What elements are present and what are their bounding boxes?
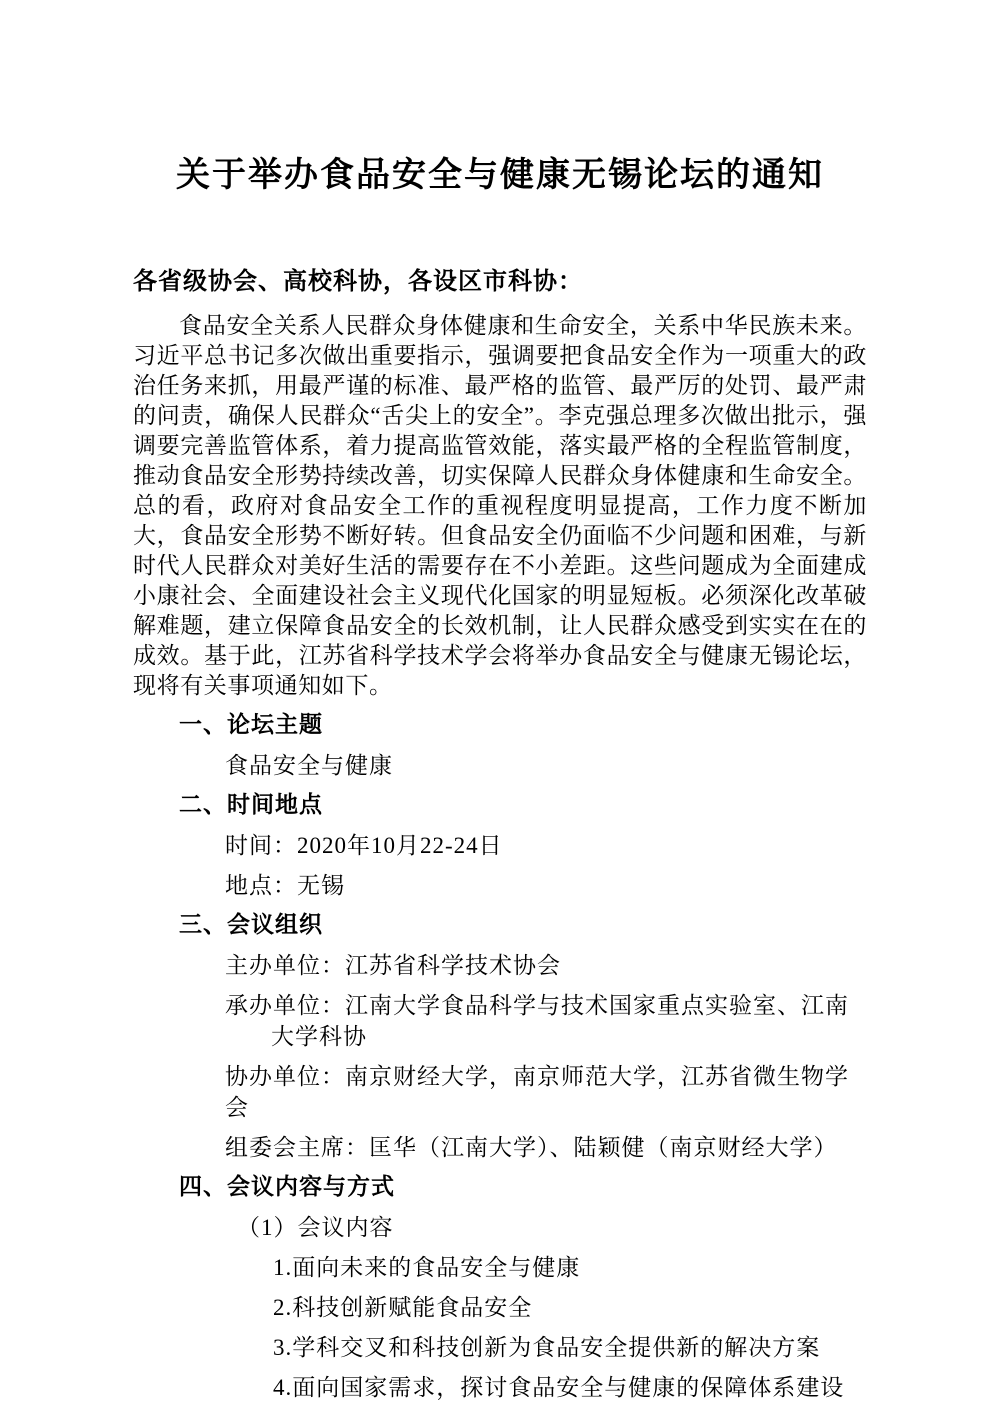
salutation-line: 各省级协会、高校科协，各设区市科协：: [133, 267, 583, 295]
content-topic-4: 4.面向国家需求，探讨食品安全与健康的保障体系建设: [273, 1375, 845, 1400]
section-4-heading: 四、会议内容与方式: [179, 1174, 395, 1200]
host-organizer-line: 主办单位：江苏省科学技术协会: [225, 953, 561, 978]
section-2-heading: 二、时间地点: [179, 792, 323, 818]
forum-theme-value: 食品安全与健康: [225, 753, 393, 778]
content-topic-1: 1.面向未来的食品安全与健康: [273, 1255, 581, 1280]
section-organization: [133, 910, 867, 1163]
content-topic-3: 3.学科交叉和科技创新为食品安全提供新的解决方案: [273, 1335, 821, 1360]
section-content-format: [133, 1172, 867, 1403]
intro-paragraph: 食品安全关系人民群众身体健康和生命安全，关系中华民族未来。习近平总书记多次做出重要指示，强调要把食品安全作为一项重大的政治任务来抓，用最严谨的标准、最严格的监管、最严厉的处罚、最严肃的问责，确保人民群众“舌尖上的安全”。李克强总理多次做出批示，强调要完善监管体系，着力提高监管效能，落实最严格的全程监管制度，推动食品安全形势持续改善，切实保障人民群众身体健康和生命安全。总的看，政府对食品安全工作的重视程度明显提高，工作力度不断加大，食品安全形势不断好转。但食品安全仍面临不少问题和困难，与新时代人民群众对美好生活的需要存在不小差距。这些问题成为全面建成小康社会、全面建设社会主义现代化国家的明显短板。必须深化改革破解难题，建立保障食品安全的长效机制，让人民群众感受到实实在在的成效。基于此，江苏省科学技术学会将举办食品安全与健康无锡论坛，现将有关事项通知如下。: [133, 313, 867, 698]
undertaker-line: 承办单位：江南大学食品科学与技术国家重点实验室、江南大学科协: [225, 993, 849, 1049]
section-3-heading: 三、会议组织: [179, 912, 323, 938]
section-1-heading: 一、论坛主题: [179, 712, 323, 738]
committee-chair-line: 组委会主席：匡华（江南大学）、陆颖健（南京财经大学）: [225, 1135, 838, 1160]
sections-container: [133, 710, 867, 1403]
section-forum-theme: [133, 710, 867, 781]
time-line: 时间：2020年10月22-24日: [225, 833, 503, 858]
place-line: 地点：无锡: [225, 873, 345, 898]
co-organizer-line: 协办单位：南京财经大学，南京师范大学，江苏省微生物学会: [225, 1064, 849, 1120]
content-topic-2: 2.科技创新赋能食品安全: [273, 1295, 533, 1320]
document-title: 关于举办食品安全与健康无锡论坛的通知: [176, 155, 824, 195]
section-time-place: [133, 790, 867, 901]
content-subheading: （1）会议内容: [237, 1215, 394, 1240]
